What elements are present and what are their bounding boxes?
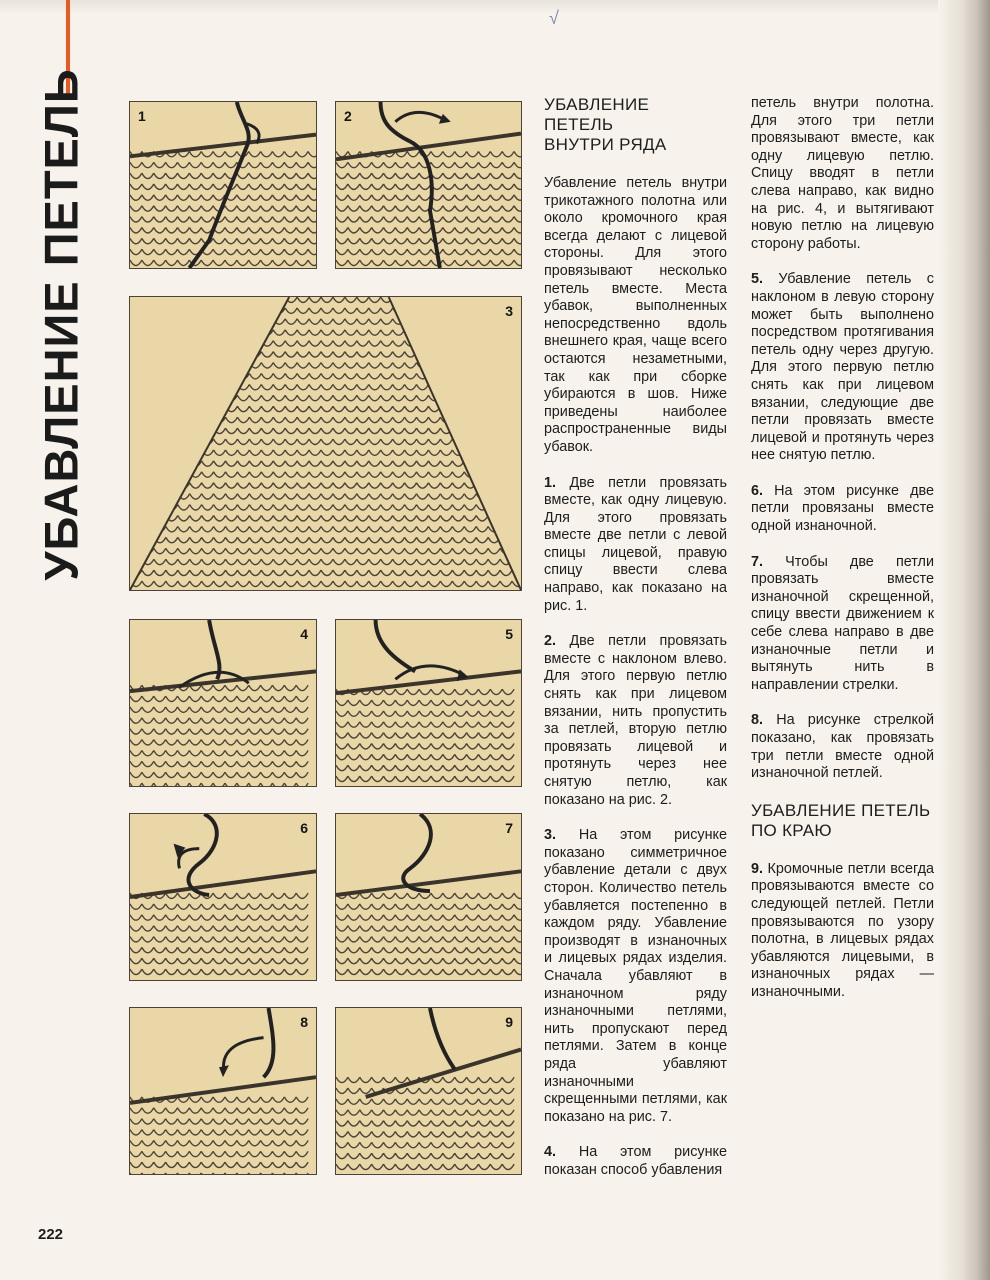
step-number: 6. [751, 482, 764, 499]
figure-3 [129, 296, 522, 591]
figure-9-illustration [336, 1008, 521, 1174]
step-text: Две петли провязать вместе, как одну лицевую. Для этого провязать вместе две петли с левой спицы лицевой, правую спицу ввести слева направо, как показано на рис. 1. [544, 474, 727, 614]
step-6-paragraph [751, 483, 934, 536]
step-text: Убавление петель с наклоном в левую сторону может быть выполнено посредством протягивания петель одну через другую. Для этого первую петлю снять как при лицевом вязании, следующие две петли провязать вместе лицевой и протянуть через нее снятую петлю. [751, 271, 934, 464]
section-heading-inside-row [544, 95, 727, 155]
figure-7-illustration [336, 814, 521, 980]
page-top-shadow [0, 0, 990, 14]
step-text: На этом рисунке показан способ убавления [544, 1144, 727, 1178]
figure-5 [335, 619, 522, 787]
step-4-paragraph [544, 1144, 727, 1179]
vertical-title-text: УБАВЛЕНИЕ ПЕТЕЛЬ [34, 67, 88, 581]
page-number: 222 [38, 1226, 64, 1243]
figure-1 [129, 101, 317, 269]
step-text: На этом рисунке две петли провязаны вместе одной изнаночной. [751, 482, 935, 535]
step-number: 7. [751, 553, 764, 570]
figure-1-illustration [130, 102, 316, 268]
step-number: 2. [544, 633, 557, 650]
figure-number: 1 [138, 108, 146, 124]
figure-4 [129, 619, 317, 787]
step-text: Чтобы две петли провязать вместе изнаночной скрещенной, спицу ввести движением к себе слева направо в две изнаночные петли и вытянуть нить в направлении стрелки. [751, 553, 934, 693]
section-heading-edge [751, 801, 934, 841]
vertical-section-title [17, 67, 105, 581]
figure-8 [129, 1007, 317, 1175]
step-7-paragraph [751, 554, 934, 695]
figure-number: 2 [344, 108, 352, 124]
step-text: На этом рисунке показано симметричное убавление детали с двух сторон. Количество петель убавляется постепенно в каждом ряду. Убавление производят в изнаночных и лицевых рядах изделия. Сначала убавляют в изнаночном ряду изнаночными петлями, нить пропускают перед петлями. Затем в конце ряда убавляют изнаночными скрещенными петлями, как показано на рис. 7. [544, 827, 727, 1125]
figure-7 [335, 813, 522, 981]
figure-number: 9 [505, 1014, 513, 1030]
figure-4-illustration [130, 620, 316, 786]
intro-paragraph: Убавление петель внутри трикотажного полотна или около кромочного края всегда делают с лицевой стороны. Для этого провязывают несколько петель вместе. Места убавок, выполненных непосредственно вдоль внешнего края, чаще всего остаются незаметными, так как при сборке убираются в шов. Ниже приведены наиболее распространенные виды убавок. [544, 175, 727, 455]
step-4-continuation: петель внутри полотна. Для этого три петли провязывают вместе, как одну лицевую петлю. Спицу вводят в петли слева направо, как видно на рис. 4, и вытягивают новую петлю на лицевую сторону работы. [751, 95, 934, 252]
step-5-paragraph [751, 271, 934, 465]
step-2-paragraph [544, 633, 727, 809]
handwritten-check-mark: √ [549, 8, 559, 28]
text-column-1 [544, 95, 727, 1179]
figure-number: 6 [300, 820, 308, 836]
figure-3-illustration [130, 297, 521, 590]
page-spine-shadow [938, 0, 990, 1280]
figure-9 [335, 1007, 522, 1175]
step-number: 4. [544, 1144, 557, 1161]
figure-number: 5 [505, 626, 513, 642]
step-1-paragraph [544, 475, 727, 616]
step-number: 5. [751, 271, 764, 288]
heading-line: УБАВЛЕНИЕ ПЕТЕЛЬ [751, 800, 931, 820]
figure-8-illustration [130, 1008, 316, 1174]
heading-line: ВНУТРИ РЯДА [544, 135, 667, 154]
step-text: Две петли провязать вместе с наклоном влево. Для этого первую петлю снять как при лицевом вязании, нить пропустить за петлей, вторую петлю провязать лицевой и протянуть через нее снятую петлю, как показано на рис. 2. [544, 633, 727, 808]
figure-2 [335, 101, 522, 269]
step-number: 3. [544, 827, 557, 844]
figure-6-illustration [130, 814, 316, 980]
heading-line: ПО КРАЮ [751, 820, 832, 840]
step-number: 1. [544, 474, 557, 491]
heading-line: УБАВЛЕНИЕ [544, 95, 650, 114]
figure-number: 7 [505, 820, 513, 836]
figure-2-illustration [336, 102, 521, 268]
step-text: Кромочные петли всегда провязываются вместе со следующей петлей. Петли провязываются по узору полотна, в лицевых рядах убавляются лицевыми, в изнаночных рядах — изнаночными. [751, 860, 934, 1000]
step-text: На рисунке стрелкой показано, как провязать три петли вместе одной изнаночной петлей. [751, 712, 935, 782]
figure-number: 3 [505, 303, 513, 319]
step-9-paragraph [751, 861, 934, 1002]
step-3-paragraph [544, 827, 727, 1126]
text-column-2 [751, 95, 934, 1002]
figure-number: 8 [300, 1014, 308, 1030]
heading-line: ПЕТЕЛЬ [544, 115, 614, 134]
step-number: 8. [751, 712, 764, 729]
step-number: 9. [751, 860, 764, 877]
figure-6 [129, 813, 317, 981]
figure-number: 4 [300, 626, 308, 642]
step-8-paragraph [751, 712, 934, 782]
figure-5-illustration [336, 620, 521, 786]
